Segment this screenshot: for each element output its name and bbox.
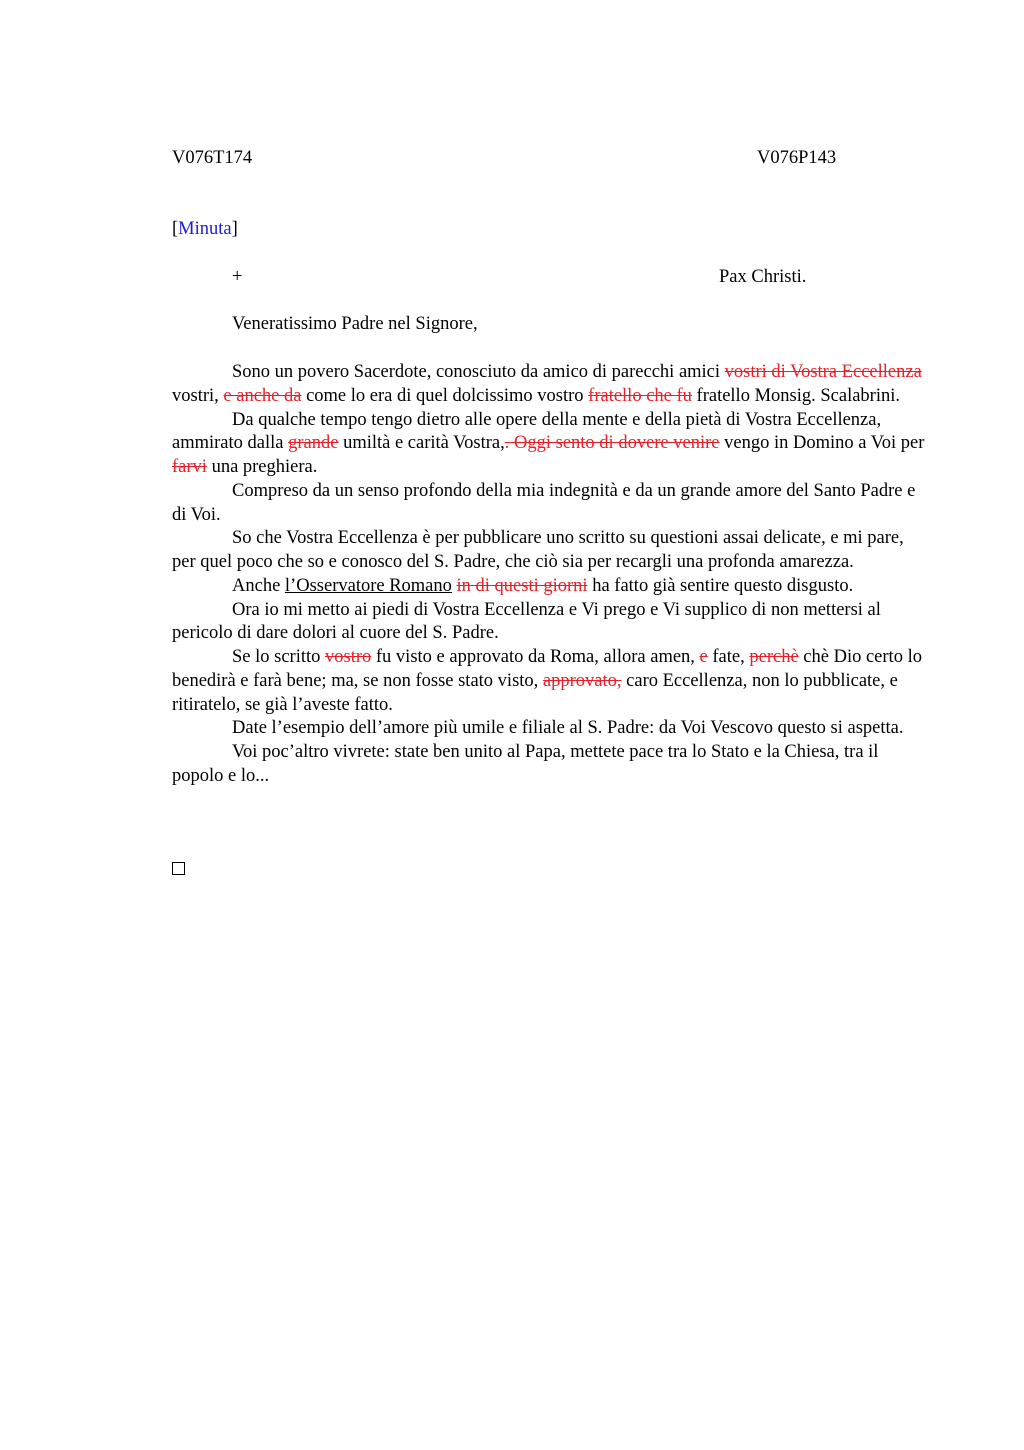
end-marker-box-icon	[172, 862, 185, 875]
paragraph-3: Compreso da un senso profondo della mia indegnità e da un grande amore del Santo Padre e di Voi.	[172, 480, 916, 525]
paragraph-2	[172, 409, 928, 480]
document-code-right: V076P143	[757, 148, 837, 168]
text-run: vengo in Domino a Voi per	[719, 433, 925, 454]
text-run: ha fatto già sentire questo disgusto.	[587, 575, 854, 596]
minuta-close-bracket: ]	[231, 219, 238, 239]
text-run: vostri,	[172, 385, 224, 406]
minuta-label	[172, 218, 238, 240]
letter-body	[172, 361, 928, 789]
text-run: Se lo scritto	[232, 647, 326, 667]
salutation: Veneratissimo Padre nel Signore,	[232, 314, 478, 334]
paragraph-7	[172, 646, 928, 717]
deleted-text: approvato,	[542, 670, 622, 691]
deleted-text: e	[699, 647, 708, 667]
underlined-title: l’Osservatore Romano	[284, 575, 452, 596]
text-run: Anche	[232, 575, 285, 596]
deleted-text: grande	[288, 433, 339, 454]
text-run: come lo era di quel dolcissimo vostro	[301, 385, 589, 406]
document-code-left: V076T174	[172, 148, 253, 168]
deleted-text: vostro	[325, 647, 372, 667]
deleted-text: fratello che fu	[588, 385, 692, 406]
text-run: umiltà e carità Vostra,	[338, 433, 505, 454]
text-run: fu visto e approvato da Roma, allora amen,	[371, 647, 700, 667]
deleted-text: perchè	[749, 647, 799, 667]
paragraph-4: So che Vostra Eccellenza è per pubblicare uno scritto su questioni assai delicate, e mi pare, per quel poco che so e conosco del S. Padre, che ciò sia per recargli una profonda amarezza.	[172, 528, 904, 572]
text-run: caro Eccellenza, non lo pubblicate, e ritiratelo, se già l’aveste fatto.	[172, 670, 898, 715]
deleted-text: vostri di Vostra Eccellenza	[724, 362, 922, 382]
text-run: Sono un povero Sacerdote, conosciuto da amico di parecchi amici	[232, 362, 725, 382]
deleted-text: in di questi giorni	[456, 575, 588, 596]
paragraph-6: Ora io mi metto ai piedi di Vostra Eccellenza e Vi prego e Vi supplico di non mettersi al pericolo di dare dolori al cuore del S. Padre.	[172, 599, 881, 644]
text-run: fratello Monsig. Scalabrini.	[691, 385, 900, 406]
deleted-text: farvi	[172, 457, 207, 477]
cross-symbol: +	[232, 267, 243, 287]
text-run: chè Dio certo lo benedirà e farà bene; ma, se non fosse stato visto,	[172, 647, 922, 691]
pax-christi-heading: Pax Christi.	[719, 267, 807, 287]
text-run: Da qualche tempo tengo dietro alle opere della mente e della pietà di Vostra Eccellenza, ammirato dalla	[172, 409, 882, 454]
paragraph-8: Date l’esempio dell’amore più umile e filiale al S. Padre: da Voi Vescovo questo si aspetta.	[232, 718, 904, 739]
deleted-text: . Oggi sento di dovere venire	[504, 433, 720, 454]
paragraph-9: Voi poc’altro vivrete: state ben unito al Papa, mettete pace tra lo Stato e la Chiesa, tra il popolo e lo...	[172, 742, 879, 786]
paragraph-1	[172, 361, 928, 409]
text-run: fate,	[707, 647, 750, 667]
minuta-open-bracket: [	[172, 219, 179, 239]
deleted-text: e anche da	[223, 385, 302, 406]
paragraph-5	[172, 575, 928, 599]
text-run: una preghiera.	[206, 457, 318, 477]
minuta-link[interactable]: Minuta	[178, 219, 232, 239]
